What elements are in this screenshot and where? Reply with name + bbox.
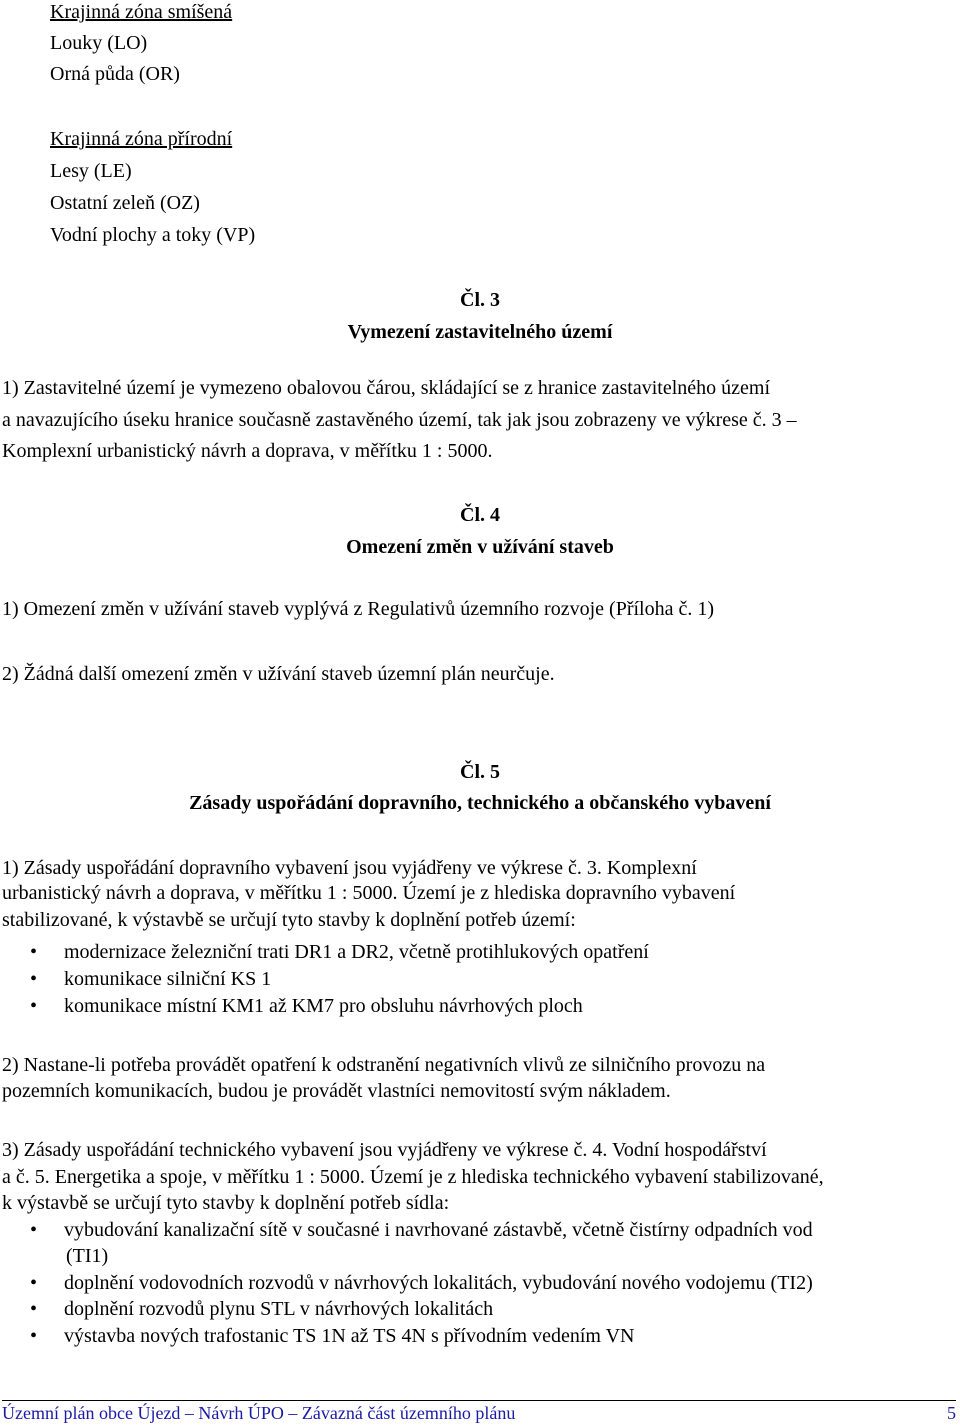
- paragraph-line: a navazujícího úseku hranice současně zastavěného území, tak jak jsou zobrazeny ve výkrese č. 3 –: [2, 409, 797, 431]
- paragraph-line: 1) Zastavitelné území je vymezeno obalovou čárou, skládající se z hranice zastavitelného území: [2, 377, 771, 399]
- article-number: Čl. 3: [460, 289, 500, 311]
- bullet-text: vybudování kanalizační sítě v současné i navrhované zástavbě, včetně čistírny odpadních vod: [64, 1219, 813, 1241]
- paragraph-line: urbanistický návrh a doprava, v měřítku 1 : 5000. Území je z hlediska dopravního vybavení: [2, 882, 736, 904]
- article-number: Čl. 4: [460, 504, 500, 526]
- zone-item: Vodní plochy a toky (VP): [50, 224, 256, 246]
- article-number: Čl. 5: [460, 761, 500, 783]
- bullet-item: • modernizace železniční trati DR1 a DR2, včetně protihlukových opatření: [30, 941, 649, 963]
- bullet-continuation: (TI1): [66, 1245, 109, 1267]
- bullet-text: doplnění rozvodů plynu STL v návrhových lokalitách: [64, 1298, 494, 1320]
- zone-item: Ostatní zeleň (OZ): [50, 192, 200, 214]
- zone-heading-mixed: Krajinná zóna smíšená: [50, 1, 233, 23]
- paragraph-line: stabilizované, k výstavbě se určují tyto stavby k doplnění potřeb území:: [2, 909, 576, 931]
- paragraph-line: 3) Zásady uspořádání technického vybavení jsou vyjádřeny ve výkrese č. 4. Vodní hospodářství: [2, 1139, 767, 1161]
- paragraph-line: k výstavbě se určují tyto stavby k doplnění potřeb sídla:: [2, 1192, 450, 1214]
- bullet-text: výstavba nových trafostanic TS 1N až TS 4N s přívodním vedením VN: [64, 1325, 635, 1347]
- bullet-item: • komunikace silniční KS 1: [30, 968, 272, 990]
- zone-item: Orná půda (OR): [50, 63, 180, 85]
- paragraph-line: 2) Nastane-li potřeba provádět opatření k odstranění negativních vlivů ze silničního provozu na: [2, 1054, 766, 1076]
- zone-item: Lesy (LE): [50, 160, 132, 182]
- zone-item: Louky (LO): [50, 32, 148, 54]
- paragraph-line: 1) Omezení změn v užívání staveb vyplývá z Regulativů územního rozvoje (Příloha č. 1): [2, 598, 715, 620]
- bullet-item: • vybudování kanalizační sítě v současné i navrhované zástavbě, včetně čistírny odpadních vod: [30, 1219, 813, 1241]
- bullet-item: • doplnění rozvodů plynu STL v návrhových lokalitách: [30, 1298, 494, 1320]
- bullet-text: komunikace místní KM1 až KM7 pro obsluhu návrhových ploch: [64, 995, 583, 1017]
- bullet-text: komunikace silniční KS 1: [64, 968, 272, 990]
- bullet-text: modernizace železniční trati DR1 a DR2, včetně protihlukových opatření: [64, 941, 649, 963]
- bullet-item: • doplnění vodovodních rozvodů v návrhových lokalitách, vybudování nového vodojemu (TI2): [30, 1272, 813, 1294]
- article-title: Omezení změn v užívání staveb: [346, 536, 614, 558]
- paragraph-line: pozemních komunikacích, budou je provádět vlastníci nemovitostí svým nákladem.: [2, 1080, 671, 1102]
- paragraph-line: a č. 5. Energetika a spoje, v měřítku 1 : 5000. Území je z hlediska technického vybavení stabilizované,: [2, 1166, 824, 1188]
- article-title: Vymezení zastavitelného území: [347, 321, 613, 343]
- footer-title: Územní plán obce Újezd – Návrh ÚPO – Závazná část územního plánu: [2, 1403, 516, 1423]
- paragraph-line: 2) Žádná další omezení změn v užívání staveb územní plán neurčuje.: [2, 663, 555, 685]
- page-footer: [2, 1400, 956, 1425]
- paragraph-line: 1) Zásady uspořádání dopravního vybavení jsou vyjádřeny ve výkrese č. 3. Komplexní: [2, 857, 697, 879]
- page-number: 5: [947, 1403, 956, 1423]
- paragraph-line: Komplexní urbanistický návrh a doprava, v měřítku 1 : 5000.: [2, 440, 493, 462]
- zone-heading-natural: Krajinná zóna přírodní: [50, 128, 233, 150]
- article-title: Zásady uspořádání dopravního, technického a občanského vybavení: [189, 792, 771, 814]
- bullet-text: doplnění vodovodních rozvodů v návrhových lokalitách, vybudování nového vodojemu (TI2): [64, 1272, 813, 1294]
- bullet-item: • komunikace místní KM1 až KM7 pro obsluhu návrhových ploch: [30, 995, 583, 1017]
- bullet-item: • výstavba nových trafostanic TS 1N až TS 4N s přívodním vedením VN: [30, 1325, 635, 1347]
